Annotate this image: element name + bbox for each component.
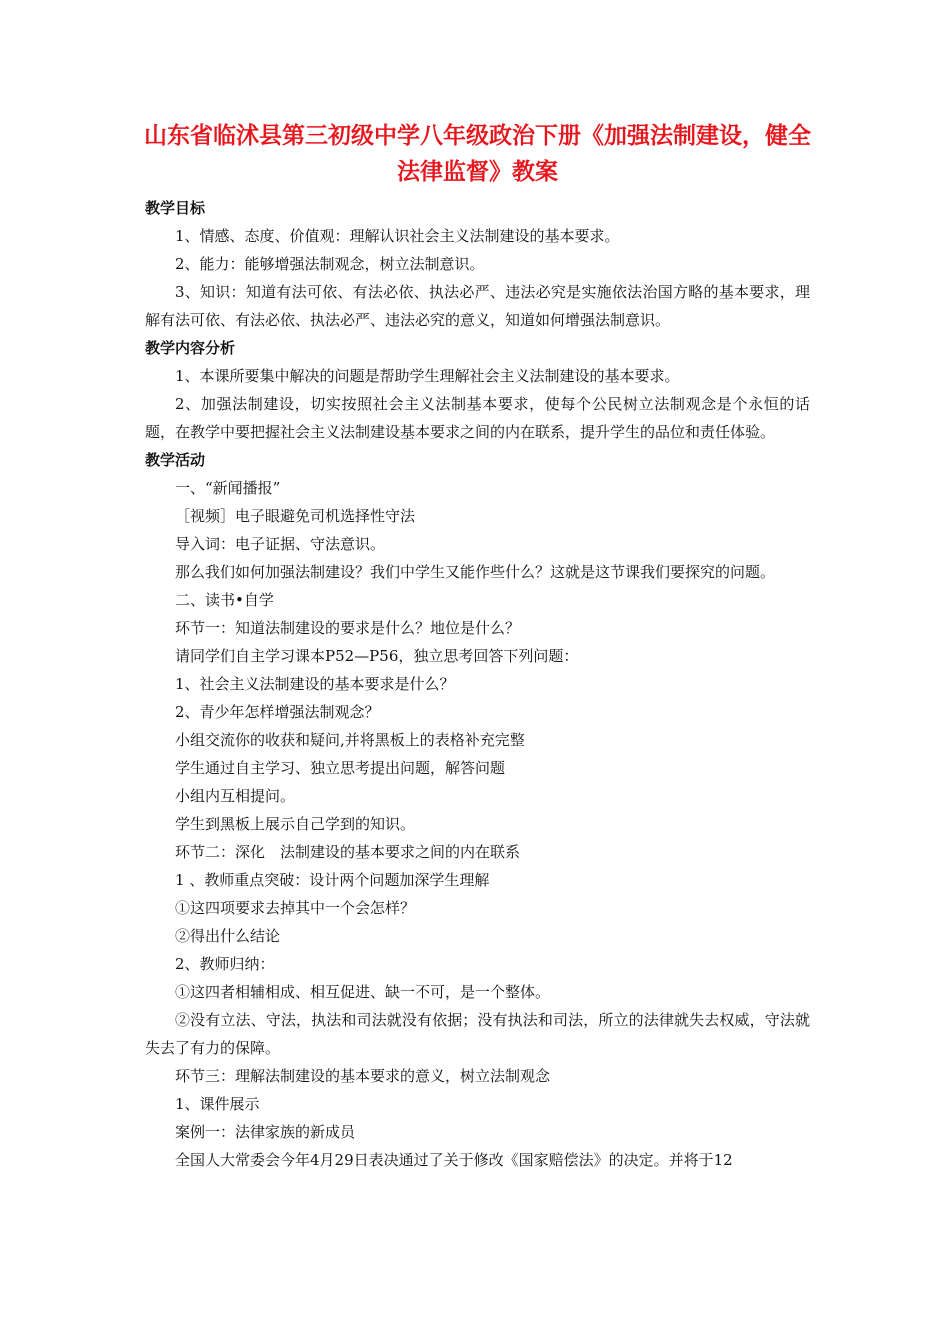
document-title: 山东省临沭县第三初级中学八年级政治下册《加强法制建设，健全法律监督》教案: [144, 122, 811, 185]
paragraph: 学生到黑板上展示自己学到的知识。: [175, 815, 416, 833]
paragraph: 小组交流你的收获和疑问,并将黑板上的表格补充完整: [175, 731, 525, 749]
section-heading: 教学活动: [145, 451, 206, 469]
paragraph: 2、教师归纳：: [175, 955, 275, 973]
section-teaching-activities: [145, 446, 810, 1174]
paragraph: 学生通过自主学习、独立思考提出问题，解答问题: [175, 759, 506, 777]
paragraph: 1、课件展示: [175, 1095, 260, 1113]
section-heading: 教学目标: [145, 199, 206, 217]
paragraph: ②得出什么结论: [175, 927, 281, 945]
section-teaching-goals: [145, 194, 810, 334]
paragraph: 2、加强法制建设，切实按照社会主义法制基本要求，使每个公民树立法制观念是个永恒的话题，在教学中要把握社会主义法制建设基本要求之间的内在联系，提升学生的品位和责任体验。: [145, 395, 810, 441]
paragraph: ①这四者相辅相成、相互促进、缺一不可，是一个整体。: [175, 983, 551, 1001]
paragraph: 1、情感、态度、价值观：理解认识社会主义法制建设的基本要求。: [175, 227, 620, 245]
paragraph: 请同学们自主学习课本P52—P56，独立思考回答下列问题：: [175, 647, 579, 665]
paragraph: 全国人大常委会今年4月29日表决通过了关于修改《国家赔偿法》的决定。并将于12: [175, 1151, 733, 1169]
paragraph: 导入词：电子证据、守法意识。: [175, 535, 386, 553]
section-heading: 教学内容分析: [145, 339, 236, 357]
paragraph: ②没有立法、守法，执法和司法就没有依据；没有执法和司法，所立的法律就失去权威，守法就失去了有力的保障。: [145, 1011, 810, 1057]
paragraph: 案例一：法律家族的新成员: [175, 1123, 356, 1141]
paragraph: 小组内互相提问。: [175, 787, 296, 805]
paragraph: 环节一：知道法制建设的要求是什么？地位是什么？: [175, 619, 521, 637]
paragraph: 1、社会主义法制建设的基本要求是什么？: [175, 675, 455, 693]
section-content-analysis: [145, 334, 810, 446]
paragraph: 二、读书•自学: [175, 591, 274, 609]
paragraph: 1 、教师重点突破：设计两个问题加深学生理解: [175, 871, 490, 889]
paragraph: ［视频］电子眼避免司机选择性守法: [175, 507, 416, 525]
paragraph: 一、“新闻播报”: [175, 479, 281, 497]
paragraph: 那么我们如何加强法制建设？我们中学生又能作些什么？这就是这节课我们要探究的问题。: [175, 563, 776, 581]
paragraph: 环节二：深化 法制建设的基本要求之间的内在联系: [175, 843, 521, 861]
paragraph: 1、本课所要集中解决的问题是帮助学生理解社会主义法制建设的基本要求。: [175, 367, 680, 385]
paragraph: 2、能力：能够增强法制观念，树立法制意识。: [175, 255, 485, 273]
paragraph: 3、知识：知道有法可依、有法必依、执法必严、违法必究是实施依法治国方略的基本要求，理解有法可依、有法必依、执法必严、违法必究的意义，知道如何增强法制意识。: [145, 283, 810, 329]
paragraph: ①这四项要求去掉其中一个会怎样？: [175, 899, 416, 917]
document-page: [145, 118, 810, 1174]
paragraph: 2、青少年怎样增强法制观念？: [175, 703, 380, 721]
paragraph: 环节三：理解法制建设的基本要求的意义，树立法制观念: [175, 1067, 551, 1085]
